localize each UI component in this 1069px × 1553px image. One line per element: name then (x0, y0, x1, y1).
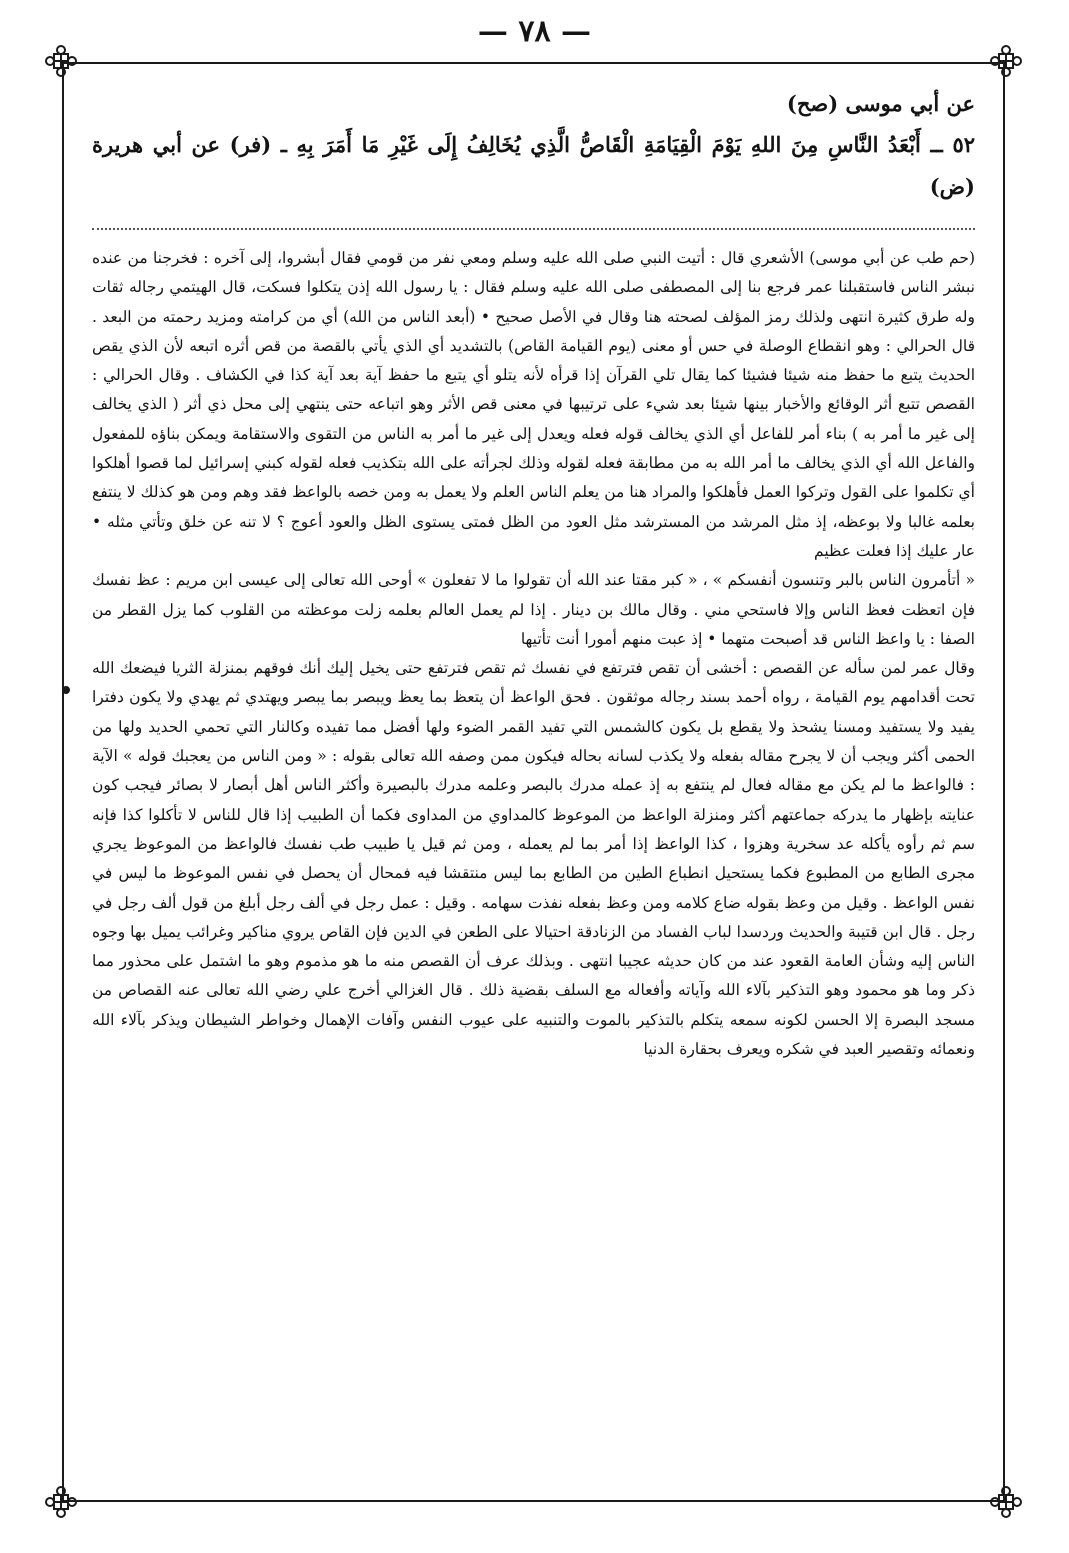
corner-ornament-icon (989, 44, 1023, 78)
margin-dot-mark (62, 686, 70, 694)
hadith-text: ٥٢ ــ أَبْعَدُ النَّاسِ مِنَ اللهِ يَوْمَ الْقِيَامَةِ الْقَاصُّ الَّذِي يُخَالِفُ إِلَى غَيْرِ مَا أَمَرَ بِهِ ـ (فر) عن أبي هريرة (ض) (92, 132, 975, 199)
commentary-paragraph: (حم طب عن أبي موسى) الأشعري قال : أتيت النبي صلى الله عليه وسلم ومعي نفر من قومي فقال أبشروا، إلى آخره : فخرجنا من عنده نبشر الناس فاستقبلنا عمر فرجع بنا إلى المصطفى صلى الله عليه وسلم فقال : يا رسول الله إذن يتكلوا فسكت، قال الهيتمي رجاله ثقات وله طرق كثيرة انتهى ولذلك رمز المؤلف لصحته هنا وقال في الأصل صحيح • (أبعد الناس من الله) أي من كرامته ومزيد رحمته من البعد . قال الحرالي : وهو انقطاع الوصلة في حس أو معنى (يوم القيامة القاص) بالتشديد أي الذي يأتي بالقصة من قص أثره اتبعه لأن الذي يقص الحديث يتبع ما حفظ منه شيئا فشيئا كما يقال تلي القرآن إذا قرأه لأنه يتلو أي يتبع ما حفظ آية بعد آية كذا في الكشاف . وقال الحرالي : القصص تتبع أثر الوقائع والأخبار بينها شيئا بعد شيء على ترتيبها في معنى قص الأثر وهو اتباعه حتى ينتهي إلى محل ذي أثر ( الذي يخالف إلى غير ما أمر به ) بناء أمر للفاعل أي الذي يخالف قوله فعله ويعدل إلى غير ما أمر به الناس من التقوى والاستقامة ويمكن بناؤه للمفعول والفاعل الله أي الذي يخالف ما أمر الله به من مطابقة فعله لقوله وذلك لجرأته على الله بتكذيب فعله لقوله كبني إسرائيل لما قصوا أهلكوا أي تكلموا على القول وتركوا العمل فأهلكوا والمراد هنا من يعلم الناس العلم ولا يعمل به ومن خصه بالواعظ فقد وهم ومن هو كذلك لا ينتفع بعلمه غالبا ولا بوعظه، إذ مثل المرشد من المسترشد مثل العود من الظل فمتى يستوى الظل والعود أعوج ؟ لا تنه عن خلق وتأتي مثله • عار عليك إذا فعلت عظيم (92, 249, 975, 560)
hadith-source-line: عن أبي موسى (صح) (786, 91, 975, 116)
page-number: — ٧٨ — (477, 14, 592, 49)
corner-ornament-icon (989, 1485, 1023, 1519)
dotted-separator (92, 228, 975, 230)
commentary-paragraph: وقال عمر لمن سأله عن القصص : أخشى أن تقص فترتفع في نفسك ثم تقص فترتفع حتى يخيل إليك أنك فوقهم بمنزلة الثريا فيضعك الله تحت أقدامهم يوم القيامة ، رواه أحمد بسند رجاله موثقون . فحق الواعظ أن يتعظ بما يعظ ويبصر بما يبصر ويهتدي ثم يهدي ولا يكون دفترا يفيد ولا يستفيد ومسنا يشحذ ولا يقطع بل يكون كالشمس التي تفيد القمر الضوء ولها أفضل مما تفيده وكالنار التي تحمي الحديد ولها من الحمى أكثر ويجب أن لا يجرح مقاله بفعله ولا يكذب لسانه بحاله فيكون ممن وصفه الله تعالى بقوله : « ومن الناس من يعجبك قوله » الآية : فالواعظ ما لم يكن مع مقاله فعال لم ينتفع به إذ عمله مدرك بالبصر وعلمه مدرك بالبصيرة وأكثر الناس أهل أبصار لا بصائر فيجب كون عنايته بإظهار ما يدركه جماعتهم أكثر ومنزلة الواعظ من الموعوظ كالمداوي من المداوى فكما أن الطبيب إذا قال للناس لا تأكلوا كذا فإنه سم ثم رأوه يأكله عد سخرية وهزوا ، كذا الواعظ إذا أمر بما لم يعمله ، ومن ثم قيل يا طبيب طب نفسك فالواعظ من الموعوظ يجري مجرى الطابع من المطبوع فكما يستحيل انطباع الطين من الطابع بما ليس منتقشا فيه فمحال أن يحصل في نفس الموعوظ ما ليس في نفس الواعظ . وقيل من وعظ بقوله ضاع كلامه ومن وعظ بفعله نفذت سهامه . وقيل : عمل رجل في ألف رجل أبلغ من قول ألف رجل في رجل . قال ابن قتيبة والحديث وردسدا لباب الفساد من الزنادقة احتيالا على الطعن في الدين فإن القاص يروي مناكير وغرائب يميل بها وجوه الناس إليه وشأن العامة القعود عند من كان حديثه عجيبا انتهى . وبذلك عرف أن القصص منه ما هو مذموم وهو ما اشتمل على محذور مما ذكر وما هو محمود وهو التذكير بآلاء الله وآياته وأفعاله مع السلف بقضية ذلك . قال الغزالي أخرج علي رضي الله تعالى عنه القصاص من مسجد البصرة إلا الحسن لكونه سمعه يتكلم بالتذكير بالموت والتنبيه على عيوب النفس وآفات الإهمال وخواطر الشيطان ويذكر بآلاء الله ونعمائه وتقصير العبد في شكره ويعرف بحقارة الدنيا (92, 659, 975, 1059)
corner-ornament-icon (44, 1485, 78, 1519)
page-content (92, 84, 975, 1064)
commentary-paragraph: « أتأمرون الناس بالبر وتنسون أنفسكم » ، « كبر مقتا عند الله أن تقولوا ما لا تفعلون » أوحى الله تعالى إلى عيسى ابن مريم : عظ نفسك فإن اتعظت فعظ الناس وإلا فاستحي مني . وقال مالك بن دينار . إذا لم يعمل العالم بعلمه زلت موعظته من القلوب كما يزل القطر من الصفا : يا واعظ الناس قد أصبحت متهما • إذ عبت منهم أمورا أنت تأتيها (92, 571, 975, 648)
corner-ornament-icon (44, 44, 78, 78)
